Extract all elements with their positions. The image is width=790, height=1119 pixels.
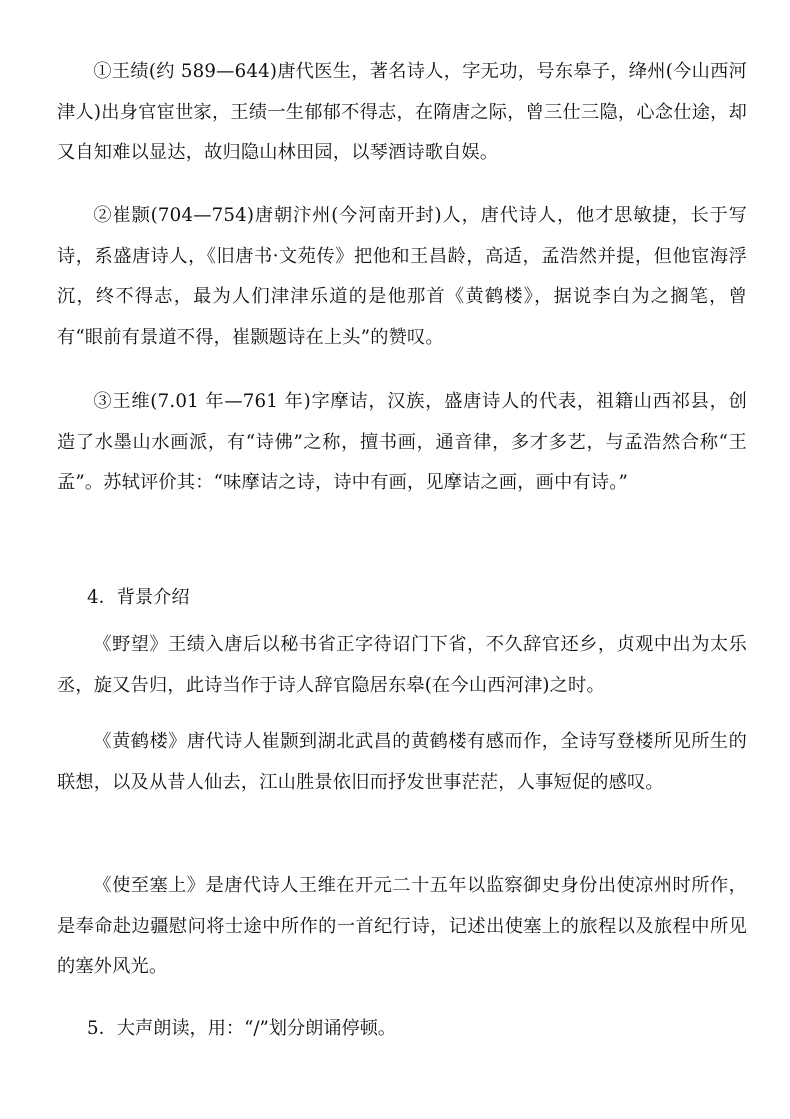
background-shi-zhi-sai-shang-paragraph: 《使至塞上》是唐代诗人王维在开元二十五年以监察御史身份出使凉州时所作，是奉命赴边疆慰问将士途中所作的一首纪行诗，记述出使塞上的旅程以及旅程中所见的塞外风光。 (57, 875, 747, 978)
background-huang-he-lou-paragraph: 《黄鹤楼》唐代诗人崔颢到湖北武昌的黄鹤楼有感而作，全诗写登楼所见所生的联想，以及从昔人仙去，江山胜景依旧而抒发世事茫茫，人事短促的感叹。 (57, 731, 747, 793)
author-wang-ji-paragraph: ①王绩(约 589—644)唐代医生，著名诗人，字无功，号东皋子，绛州(今山西河津人)出身官宦世家，王绩一生郁郁不得志，在隋唐之际，曾三仕三隐，心念仕途，却又自知难以显达，故归隐山林田园，以琴酒诗歌自娱。 (57, 61, 747, 164)
background-ye-wang-paragraph: 《野望》王绩入唐后以秘书省正字待诏门下省，不久辞官还乡，贞观中出为太乐丞，旋又告归，此诗当作于诗人辞官隐居东皋(在今山西河津)之时。 (57, 634, 747, 696)
section-heading-background: 4．背景介绍 (87, 587, 190, 608)
author-wang-wei-paragraph: ③王维(7.01 年—761 年)字摩诘，汉族，盛唐诗人的代表，祖籍山西祁县，创造了水墨山水画派，有“诗佛”之称，擅书画，通音律，多才多艺，与孟浩然合称“王孟”。苏轼评价其：“味摩诘之诗，诗中有画，见摩诘之画，画中有诗。” (57, 391, 747, 494)
author-cui-hao-paragraph: ②崔颢(704—754)唐朝汴州(今河南开封)人，唐代诗人，他才思敏捷，长于写诗，系盛唐诗人，《旧唐书·文苑传》把他和王昌龄，高适，孟浩然并提，但他宦海浮沉，终不得志，最为人们津津乐道的是他那首《黄鹤楼》，据说李白为之搁笔，曾有“眼前有景道不得，崔颢题诗在上头”的赞叹。 (57, 205, 747, 348)
section-heading-read-aloud: 5．大声朗读，用：“/”划分朗诵停顿。 (87, 1018, 397, 1039)
